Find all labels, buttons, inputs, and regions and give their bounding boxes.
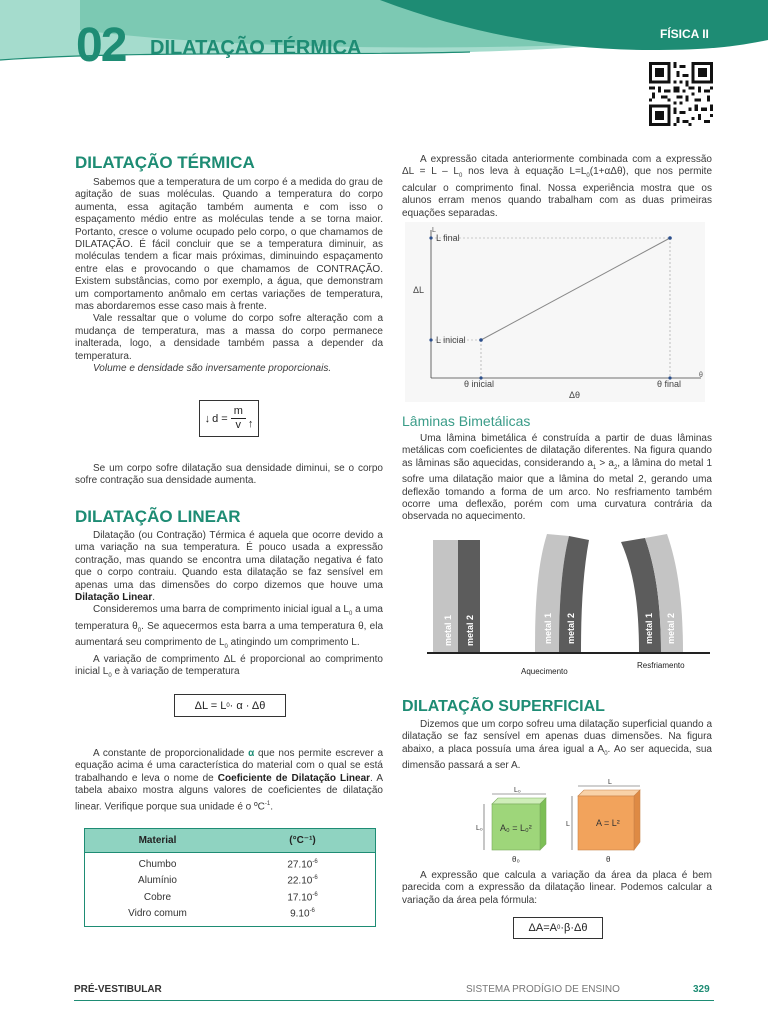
section-title-thermal-expansion: DILATAÇÃO TÉRMICA (75, 153, 255, 172)
qr-code[interactable] (649, 62, 713, 126)
arrow-down-icon: ↓ (204, 412, 211, 425)
table-row: Alumínio $22.10^{-6}$ (138, 875, 318, 887)
surface-text: Dizemos que um corpo sofreu uma dilatação superficial quando a dilatação se faz sensível em apenas duas dimensões. Na figura abaixo, a placa possuía uma área igual a $A_0$. Ao ser aquecida, sua dimensão passará a ser A. (402, 719, 712, 772)
coefficient-table (84, 828, 376, 927)
density-formula (199, 400, 259, 437)
bimetal-text: Uma lâmina bimetálica é construída a partir de duas lâminas metálicas com coeficientes de dilatação diferentes. Na figura quando as lâminas são aquecidas, considerando $a_1 > a_2$, a lâmina do metal 1 sofre uma dilatação maior que a lâmina do metal 2, gerando uma deflexão tomando a forma de um arco. No resfriamento também ocorre uma deflexão, porém com uma curvatura contrária da observada no aquecimento. (402, 433, 712, 523)
surface-plates-figure (474, 778, 644, 866)
surface-expansion-formula: ΔA=A 0 ·β·Δθ (513, 917, 603, 939)
density-fraction (231, 405, 246, 432)
svg-text:L: L (566, 821, 570, 828)
footer-divider (74, 1000, 714, 1001)
l-final-label: L final (436, 233, 460, 243)
table-row: Chumbo $27.10^{-6}$ (138, 858, 318, 870)
density-conclusion (75, 463, 383, 488)
cooling-label: Resfriamento (637, 661, 685, 670)
svg-text:metal 1: metal 1 (443, 614, 453, 646)
intro-paragraph-1: Sabemos que a temperatura de um corpo é a medida do grau de agitação de suas moléculas. Quando a temperatura do corpo aumenta, essa agitação também aumenta e com isso o espaçamento médio entre as moléculas tende a se torna maior. Portanto, cresce o volume ocupado pelo corpo, o que chamamos de DILATAÇÃO. É fácil concluir que se a temperatura diminuir, as moléculas tendem a ficar mais próximas, diminuindo espaçamento entre elas e provocando o que chamamos de CONTRAÇÃO. Existem substâncias, como por exemplo, a água, que demonstram um comportamento anômalo em certas variações de temperatura, mas abordaremos esse caso mais à frente. (75, 177, 383, 313)
density-lhs: d = (212, 412, 228, 425)
svg-text:metal 2: metal 2 (566, 612, 576, 644)
footer-program: PRÉ-VESTIBULAR (74, 984, 162, 995)
area-variation-paragraph (402, 870, 712, 907)
initial-plate (476, 787, 546, 864)
coefficient-paragraph (75, 748, 383, 813)
linear-expansion-formula: ΔL = L 0 · α · Δθ (174, 694, 286, 717)
svg-text:A₀ = L₀²: A₀ = L₀² (500, 823, 532, 833)
section-title-linear-expansion: DILATAÇÃO LINEAR (75, 507, 241, 526)
svg-text:metal 2: metal 2 (666, 612, 676, 644)
table-header-coefficient: (°C⁻¹) (289, 835, 316, 846)
final-length-text: A expressão citada anteriormente combinada com a expressão $\Delta L = L - L_0$ nos leva à equação $L=L_0(1+\alpha\Delta\theta)$, que nos permite calcular o comprimento final. Nossa experiência mostra que os alunos erram menos quando trabalham com as duas primeiras equações separadas. (402, 154, 713, 219)
x-axis-symbol: θ (699, 372, 703, 379)
heating-label: Aquecimento (521, 667, 568, 676)
subject-label: FÍSICA II (660, 27, 709, 41)
page-number: 329 (693, 984, 710, 995)
l-initial-label: L inicial (436, 335, 466, 345)
chapter-number: 02 (76, 19, 126, 72)
intro-paragraphs (75, 177, 383, 376)
heated-plate (566, 779, 640, 864)
intro-paragraph-3: Volume e densidade são inversamente proporcionais. (93, 363, 332, 375)
linear-expansion-graph (405, 222, 705, 402)
bimetal-paragraph (402, 433, 712, 524)
bimetal-strip-neutral (433, 540, 480, 652)
svg-text:L: L (608, 779, 612, 786)
area-variation-text: A expressão que calcula a variação da área da placa é bem parecida com a expressão da dilatação linear. Podemos calcular a variação da área pela fórmula: (402, 870, 712, 906)
theta-initial-label: θ inicial (464, 379, 495, 389)
delta-theta-label: Δθ (569, 390, 581, 400)
svg-text:L₀: L₀ (476, 825, 483, 832)
coefficient-paragraph-text: A constante de proporcionalidade α que nos permite escrever a equação acima é uma característica do material com o qual se está trabalhando e leva o nome de Coeficiente de Dilatação Linear. A tabela abaixo mostra alguns valores de coeficientes de dilatação linear. Verifique porque sua unidade é o ºC$^{-1}$. (75, 748, 384, 812)
footer-system: SISTEMA PRODÍGIO DE ENSINO (466, 984, 620, 995)
svg-text:L₀: L₀ (514, 787, 521, 794)
table-row: Cobre $17.10^{-6}$ (143, 891, 318, 903)
bimetal-strip-heated (521, 534, 589, 676)
intro-paragraph-2: Vale ressaltar que o volume do corpo sofre alteração com a mudança de temperatura, mas a massa do corpo permanece inalterada, logo, a densidade também passa a depender da temperatura. (75, 313, 383, 362)
linear-paragraph-3: A variação de comprimento ΔL é proporcional ao comprimento inicial $L_0$ e à variação de temperatura (75, 653, 383, 680)
svg-text:metal 1: metal 1 (644, 612, 654, 644)
initial-point (479, 338, 483, 342)
table-header (84, 828, 376, 853)
table-row: Vidro comum $9.10^{-6}$ (128, 908, 315, 920)
linear-paragraph-1: Dilatação (ou Contração) Térmica é aquela que ocorre devido a uma variação na sua temperatura. É pouco usada a expressão contração, mas quando se encontra uma dilatação negativa é fato que o corpo contraiu. Quando esta dilatação se faz sensível em apenas uma das dimensões do corpo dizemos que houve uma Dilatação Linear. (75, 530, 383, 604)
delta-l-label: ΔL (413, 285, 425, 295)
theta-final-label: θ final (657, 379, 682, 389)
svg-text:A = L²: A = L² (596, 818, 620, 828)
density-numerator: m (231, 405, 246, 419)
svg-text:θ₀: θ₀ (512, 855, 520, 864)
final-length-paragraph (402, 154, 712, 220)
section-title-surface-expansion: DILATAÇÃO SUPERFICIAL (402, 698, 605, 715)
density-denominator: v (235, 419, 242, 431)
surface-paragraph (402, 719, 712, 773)
linear-term-bold: Dilatação Linear (75, 592, 153, 604)
svg-text:θ: θ (606, 855, 611, 864)
section-title-bimetal: Lâminas Bimetálicas (402, 413, 531, 429)
bimetal-figure (425, 526, 715, 678)
arrow-up-icon: ↑ (247, 418, 254, 430)
chapter-title: DILATAÇÃO TÉRMICA (150, 37, 362, 59)
density-conclusion-text: Se um corpo sofre dilatação sua densidade diminui, se o corpo sofre contração sua densidade aumenta. (75, 463, 383, 487)
linear-paragraph-2: Consideremos uma barra de comprimento inicial igual a $L_0$ a uma temperatura $\theta_0$. Se aquecermos esta barra a uma temperatura θ, ela aumentará seu comprimento de $L_0$ atingindo um comprimento L. (75, 604, 384, 651)
svg-text:metal 2: metal 2 (465, 614, 475, 646)
y-axis-symbol: L (432, 227, 436, 234)
final-point (668, 236, 672, 240)
table-body (84, 853, 376, 927)
svg-text:metal 1: metal 1 (543, 612, 553, 644)
bimetal-strip-cooled (621, 534, 685, 670)
linear-paragraphs (75, 530, 383, 682)
table-header-material: Material (138, 835, 177, 846)
